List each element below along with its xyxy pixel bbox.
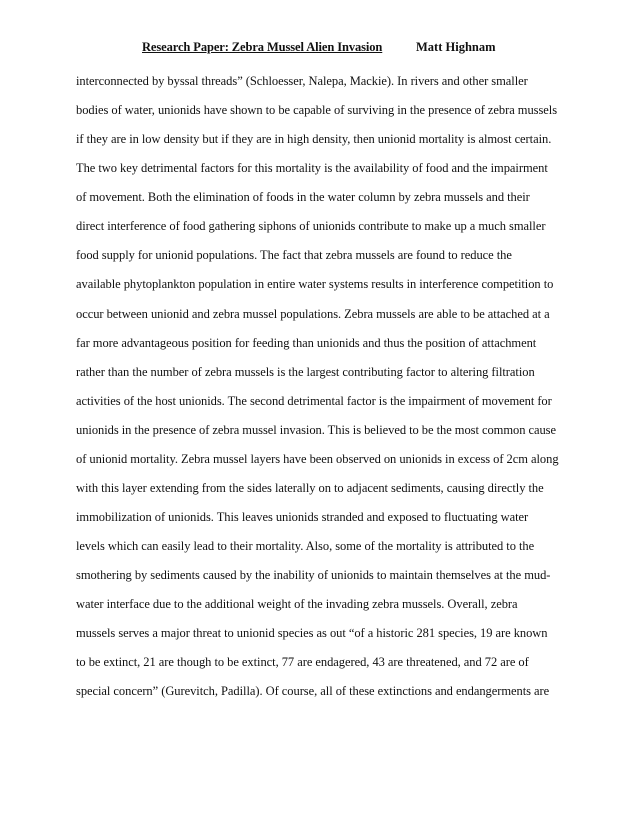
text-line: unionids in the presence of zebra mussel invasion. This is believed to be the most common cause [76,422,556,437]
text-line: activities of the host unionids. The second detrimental factor is the impairment of movement for [76,393,552,408]
text-line: mussels serves a major threat to unionid species as out “of a historic 281 species, 19 are known [76,626,548,641]
text-line: bodies of water, unionids have shown to be capable of surviving in the presence of zebra mussels [76,103,558,118]
text-line: to be extinct, 21 are though to be extinct, 77 are endagered, 43 are threatened, and 72 are of [76,655,529,670]
text-line: food supply for unionid populations. The fact that zebra mussels are found to reduce the [76,248,512,263]
text-line: interconnected by byssal threads” (Schloesser, Nalepa, Mackie). In rivers and other smaller [76,74,528,88]
text-line: direct interference of food gathering siphons of unionids contribute to make up a much smaller [76,219,546,234]
text-line: immobilization of unionids. This leaves unionids stranded and exposed to fluctuating water [76,509,529,524]
page-header [0,40,638,60]
text-line: water interface due to the additional weight of the invading zebra mussels. Overall, zebra [76,597,518,612]
text-line: special concern” (Gurevitch, Padilla). Of course, all of these extinctions and endangerments are [76,684,550,699]
text-line: far more advantageous position for feeding than unionids and thus the position of attachment [76,335,537,350]
author-name: Matt Highnam [416,40,496,54]
text-line: if they are in low density but if they are in high density, then unionid mortality is almost certain. [76,132,552,147]
text-line: available phytoplankton population in entire water systems results in interference competition to [76,277,554,292]
text-line: occur between unionid and zebra mussel populations. Zebra mussels are able to be attached at a [76,306,550,321]
paper-title: Research Paper: Zebra Mussel Alien Invasion [142,40,383,54]
text-line: The two key detrimental factors for this mortality is the availability of food and the impairment [76,161,548,176]
body-text [76,71,576,710]
text-line: of unionid mortality. Zebra mussel layers have been observed on unionids in excess of 2cm along [76,451,559,466]
text-line: smothering by sediments caused by the inability of unionids to maintain themselves at the mud- [76,568,551,583]
text-line: of movement. Both the elimination of foods in the water column by zebra mussels and their [76,190,530,205]
text-line: levels which can easily lead to their mortality. Also, some of the mortality is attributed to the [76,539,535,553]
text-line: with this layer extending from the sides laterally on to adjacent sediments, causing directly the [76,480,544,495]
text-line: rather than the number of zebra mussels is the largest contributing factor to altering filtration [76,364,535,379]
